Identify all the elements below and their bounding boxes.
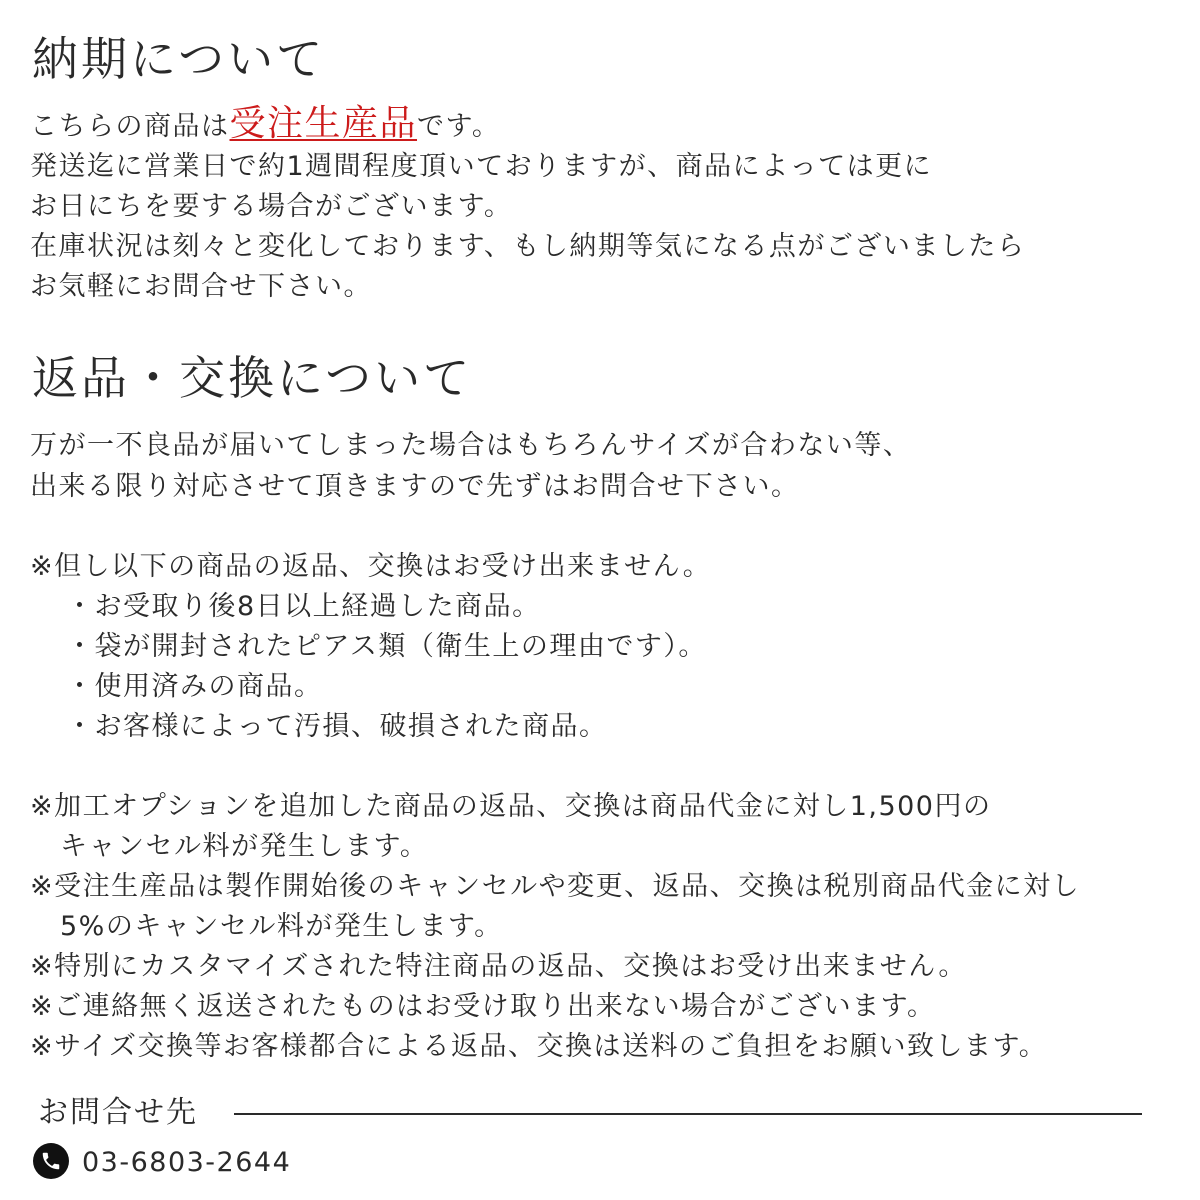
delivery-line-made-to-order xyxy=(30,103,501,145)
note-size-exchange-shipping: ※サイズ交換等お客様都合による返品、交換は送料のご負担をお願い致します。 xyxy=(30,1031,1048,1062)
delivery-line1-before: こちらの商品は xyxy=(30,111,230,142)
phone-icon xyxy=(33,1143,69,1179)
contact-title: お問合せ先 xyxy=(38,1095,198,1130)
note-made-to-order-cancel-cont: 5%のキャンセル料が発生します。 xyxy=(60,911,503,942)
note-unannounced-returns: ※ご連絡無く返送されたものはお受け取り出来ない場合がございます。 xyxy=(30,991,936,1022)
contact-divider xyxy=(234,1113,1142,1115)
delivery-heading: 納期について xyxy=(32,32,326,86)
phone-glyph xyxy=(40,1150,62,1172)
note-custom-orders: ※特別にカスタマイズされた特注商品の返品、交換はお受け出来ません。 xyxy=(30,951,967,982)
exception-item: ・使用済みの商品。 xyxy=(66,671,323,702)
delivery-line: 発送迄に営業日で約1週間程度頂いておりますが、商品によっては更に xyxy=(30,151,933,182)
made-to-order-highlight: 受注生産品 xyxy=(229,103,418,144)
phone-number[interactable]: 03-6803-2644 xyxy=(82,1147,292,1178)
note-option-cancel-fee-cont: キャンセル料が発生します。 xyxy=(60,831,429,862)
delivery-line: お日にちを要する場合がございます。 xyxy=(30,191,513,222)
exception-item: ・お受取り後8日以上経過した商品。 xyxy=(66,591,541,622)
returns-intro-line: 万が一不良品が届いてしまった場合はもちろんサイズが合わない等、 xyxy=(30,430,912,461)
exception-item: ・お客様によって汚損、破損された商品。 xyxy=(66,711,608,742)
delivery-line1-after: です。 xyxy=(417,111,501,142)
exceptions-title: ※但し以下の商品の返品、交換はお受け出来ません。 xyxy=(30,551,712,582)
exception-item: ・袋が開封されたピアス類（衛生上の理由です）。 xyxy=(66,631,707,662)
note-option-cancel-fee: ※加工オプションを追加した商品の返品、交換は商品代金に対し1,500円の xyxy=(30,791,992,822)
note-made-to-order-cancel: ※受注生産品は製作開始後のキャンセルや変更、返品、交換は税別商品代金に対し xyxy=(30,871,1081,902)
delivery-line: お気軽にお問合せ下さい。 xyxy=(30,271,372,302)
returns-intro-line: 出来る限り対応させて頂きますので先ずはお問合せ下さい。 xyxy=(30,471,800,502)
delivery-line: 在庫状況は刻々と変化しております、もし納期等気になる点がございましたら xyxy=(30,231,1026,262)
returns-heading: 返品・交換について xyxy=(32,351,473,405)
